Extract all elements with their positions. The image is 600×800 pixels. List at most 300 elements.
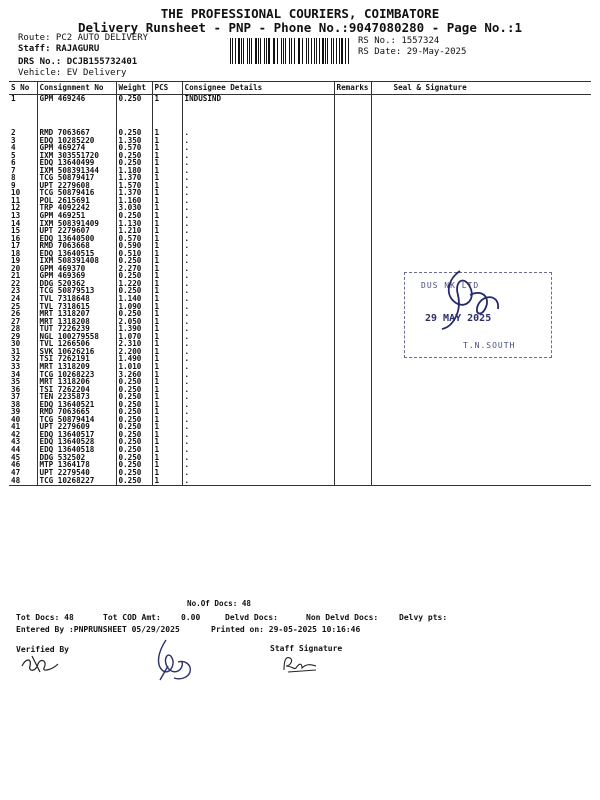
row-consignee: . — [182, 197, 334, 205]
row-pcs: 1 — [152, 235, 182, 243]
row-weight: 0.250 — [116, 257, 152, 265]
barcode-bar — [264, 38, 265, 64]
row-weight: 1.570 — [116, 182, 152, 190]
row-consignment-no: RMD 7063668 — [37, 242, 116, 250]
route-text: Route: PC2 AUTO DELIVERY — [18, 33, 149, 43]
row-consignee: . — [182, 303, 334, 311]
row-sno: 23 — [11, 287, 21, 296]
row-seal-signature — [371, 250, 591, 258]
row-seal-signature — [371, 423, 591, 431]
row-seal-signature — [371, 167, 591, 175]
row-consignee: . — [182, 340, 334, 348]
table-row — [9, 378, 591, 386]
row-weight: 0.250 — [116, 438, 152, 446]
row-seal-signature — [371, 227, 591, 235]
row-sno: 38 — [11, 400, 21, 409]
row-pcs: 1 — [152, 348, 182, 356]
row-consignment-no: UPT 2279540 — [37, 469, 116, 477]
row-sno: 37 — [11, 393, 21, 401]
table-row — [9, 129, 591, 137]
table-row — [9, 250, 591, 258]
no-of-docs: No.Of Docs: 48 — [187, 599, 252, 608]
row-remarks — [334, 95, 371, 130]
row-pcs: 1 — [152, 476, 182, 486]
row-consignment-no: GPM 469251 — [37, 212, 116, 220]
table-row — [9, 416, 591, 424]
row-remarks — [334, 431, 371, 439]
row-seal-signature — [371, 386, 591, 394]
row-pcs: 1 — [152, 220, 182, 228]
barcode-bar — [238, 38, 240, 64]
row-pcs: 1 — [152, 423, 182, 431]
drs-number: DRS No.: DCJB155732401 — [18, 57, 138, 67]
row-remarks — [334, 438, 371, 446]
row-sno: 45 — [11, 453, 21, 462]
tot-cod-value: 0.00 — [181, 613, 201, 622]
row-sno: 28 — [11, 325, 21, 333]
barcode-bar — [273, 38, 274, 64]
row-sno: 26 — [11, 310, 21, 318]
row-consignee: . — [182, 318, 334, 326]
row-consignment-no: DDG 532502 — [37, 454, 116, 462]
row-remarks — [334, 401, 371, 409]
verified-by-label: Verified By — [16, 645, 69, 654]
row-seal-signature — [371, 257, 591, 265]
row-seal-signature — [371, 408, 591, 416]
row-consignment-no: NGL 100279558 — [37, 333, 116, 341]
row-pcs: 1 — [152, 95, 182, 130]
table-header-row — [9, 82, 591, 95]
row-consignee: . — [182, 287, 334, 295]
table-row — [9, 212, 591, 220]
row-consignment-no: MRT 1318208 — [37, 318, 116, 326]
row-pcs: 1 — [152, 303, 182, 311]
row-remarks — [334, 303, 371, 311]
barcode-bar — [325, 38, 326, 64]
row-weight: 1.010 — [116, 363, 152, 371]
row-weight: 0.250 — [116, 393, 152, 401]
barcode-bar — [268, 38, 270, 64]
table-row — [9, 401, 591, 409]
table-row — [9, 189, 591, 197]
row-weight: 0.250 — [116, 152, 152, 160]
row-seal-signature — [371, 461, 591, 469]
row-pcs: 1 — [152, 227, 182, 235]
row-weight: 0.510 — [116, 250, 152, 258]
row-pcs: 1 — [152, 189, 182, 197]
row-pcs: 1 — [152, 137, 182, 145]
row-remarks — [334, 265, 371, 273]
row-pcs: 1 — [152, 182, 182, 190]
row-consignee: . — [182, 257, 334, 265]
table-row — [9, 446, 591, 454]
row-sno: 2 — [11, 129, 16, 137]
row-weight: 0.250 — [116, 129, 152, 137]
row-seal-signature — [371, 95, 591, 130]
row-weight: 1.210 — [116, 227, 152, 235]
row-consignee: . — [182, 393, 334, 401]
row-sno: 6 — [11, 159, 16, 167]
barcode-bar — [289, 38, 291, 64]
row-consignment-no: RMD 7063667 — [37, 129, 116, 137]
table-row — [9, 227, 591, 235]
row-sno: 36 — [11, 385, 21, 394]
row-sno: 43 — [11, 438, 21, 446]
table-row — [9, 220, 591, 228]
row-weight: 0.590 — [116, 242, 152, 250]
col-header-remarks: Remarks — [334, 82, 371, 95]
row-remarks — [334, 204, 371, 212]
barcode — [230, 38, 350, 64]
table-row — [9, 257, 591, 265]
row-weight: 0.570 — [116, 235, 152, 243]
row-sno: 29 — [11, 332, 21, 341]
barcode-bar — [255, 38, 257, 64]
row-consignment-no: GPM 469370 — [37, 265, 116, 273]
row-seal-signature — [371, 469, 591, 477]
row-remarks — [334, 167, 371, 175]
row-consignment-no: TVL 1266506 — [37, 340, 116, 348]
stamp-company-text: DUS NK LTD — [421, 281, 480, 290]
row-pcs: 1 — [152, 378, 182, 386]
barcode-bar — [316, 38, 317, 64]
barcode-bar — [308, 38, 309, 64]
barcode-bar — [348, 38, 349, 64]
delvd-docs: Delvd Docs: — [225, 613, 278, 622]
barcode-bar — [247, 38, 248, 64]
row-remarks — [334, 189, 371, 197]
row-remarks — [334, 408, 371, 416]
row-remarks — [334, 378, 371, 386]
row-pcs: 1 — [152, 393, 182, 401]
row-weight: 1.160 — [116, 197, 152, 205]
row-sno: 41 — [11, 423, 21, 431]
row-remarks — [334, 280, 371, 288]
row-remarks — [334, 242, 371, 250]
row-pcs: 1 — [152, 363, 182, 371]
row-seal-signature — [371, 446, 591, 454]
table-row — [9, 144, 591, 152]
barcode-bar — [251, 38, 252, 64]
row-seal-signature — [371, 197, 591, 205]
row-sno: 16 — [11, 234, 21, 243]
row-consignment-no: MRT 1318209 — [37, 363, 116, 371]
row-sno: 42 — [11, 430, 21, 439]
row-sno: 21 — [11, 272, 21, 280]
row-consignment-no: TSI 7262191 — [37, 355, 116, 363]
row-consignment-no: EDQ 13640500 — [37, 235, 116, 243]
row-consignment-no: IXM 303551720 — [37, 152, 116, 160]
row-sno: 39 — [11, 408, 21, 416]
row-remarks — [334, 159, 371, 167]
table-row — [9, 363, 591, 371]
row-consignee: . — [182, 144, 334, 152]
row-consignment-no: TCG 10268227 — [37, 476, 116, 486]
row-consignee: . — [182, 227, 334, 235]
row-consignee: INDUSIND — [182, 95, 334, 130]
row-consignment-no: GPM 469274 — [37, 144, 116, 152]
row-consignee: . — [182, 363, 334, 371]
row-weight: 1.220 — [116, 280, 152, 288]
table-row — [9, 167, 591, 175]
row-seal-signature — [371, 371, 591, 379]
row-remarks — [334, 446, 371, 454]
row-seal-signature — [371, 431, 591, 439]
row-seal-signature — [371, 235, 591, 243]
row-remarks — [334, 212, 371, 220]
table-row — [9, 137, 591, 145]
row-sno: 7 — [11, 166, 16, 175]
row-sno: 4 — [11, 144, 16, 152]
row-sno: 44 — [11, 445, 21, 454]
row-remarks — [334, 310, 371, 318]
row-sno: 40 — [11, 415, 21, 424]
row-consignee: . — [182, 371, 334, 379]
row-remarks — [334, 333, 371, 341]
row-pcs: 1 — [152, 416, 182, 424]
row-consignment-no: TCG 50879416 — [37, 189, 116, 197]
row-remarks — [334, 287, 371, 295]
row-weight: 2.270 — [116, 265, 152, 273]
row-consignee: . — [182, 446, 334, 454]
col-header-seal: Seal & Signature — [371, 82, 591, 95]
row-consignment-no: IXM 508391344 — [37, 167, 116, 175]
row-weight: 1.350 — [116, 137, 152, 145]
row-pcs: 1 — [152, 310, 182, 318]
printed-on: Printed on: 29-05-2025 10:16:46 — [211, 625, 361, 634]
row-sno: 47 — [11, 468, 21, 477]
row-consignment-no: EDQ 13640499 — [37, 159, 116, 167]
tot-cod-label: Tot COD Amt: — [103, 613, 161, 622]
row-remarks — [334, 220, 371, 228]
row-seal-signature — [371, 204, 591, 212]
row-weight: 1.370 — [116, 189, 152, 197]
row-pcs: 1 — [152, 355, 182, 363]
row-consignment-no: POL 2615691 — [37, 197, 116, 205]
barcode-bar — [291, 38, 292, 64]
row-weight: 1.090 — [116, 303, 152, 311]
row-remarks — [334, 476, 371, 486]
table-row — [9, 461, 591, 469]
row-pcs: 1 — [152, 408, 182, 416]
row-weight: 2.050 — [116, 318, 152, 326]
row-sno: 31 — [11, 347, 21, 356]
row-pcs: 1 — [152, 250, 182, 258]
barcode-bar — [336, 38, 337, 64]
row-remarks — [334, 386, 371, 394]
non-delvd-docs: Non Delvd Docs: — [306, 613, 379, 622]
row-seal-signature — [371, 220, 591, 228]
row-weight: 0.250 — [116, 423, 152, 431]
row-remarks — [334, 250, 371, 258]
row-seal-signature — [371, 137, 591, 145]
row-weight: 0.250 — [116, 401, 152, 409]
barcode-bar — [341, 38, 343, 64]
row-weight: 0.250 — [116, 386, 152, 394]
row-pcs: 1 — [152, 167, 182, 175]
row-consignee: . — [182, 295, 334, 303]
row-weight: 1.140 — [116, 295, 152, 303]
table-row — [9, 242, 591, 250]
verifier-signature — [18, 652, 68, 676]
barcode-bar — [277, 38, 278, 64]
row-consignment-no: MRT 1318207 — [37, 310, 116, 318]
table-row — [9, 476, 591, 486]
row-remarks — [334, 318, 371, 326]
staff-text: Staff: RAJAGURU — [18, 44, 100, 54]
row-remarks — [334, 371, 371, 379]
row-seal-signature — [371, 174, 591, 182]
row-consignment-no: IXM 508391409 — [37, 220, 116, 228]
row-consignee: . — [182, 204, 334, 212]
row-remarks — [334, 295, 371, 303]
row-consignee: . — [182, 152, 334, 160]
company-title: THE PROFESSIONAL COURIERS, COIMBATORE — [160, 6, 440, 21]
row-sno: 5 — [11, 151, 16, 160]
staff-signature-label: Staff Signature — [270, 644, 343, 653]
row-weight: 0.250 — [116, 310, 152, 318]
table-row — [9, 204, 591, 212]
table-row — [9, 454, 591, 462]
row-weight: 0.250 — [116, 272, 152, 280]
row-sno: 11 — [11, 196, 21, 205]
row-pcs: 1 — [152, 461, 182, 469]
row-remarks — [334, 152, 371, 160]
col-header-consignee: Consignee Details — [182, 82, 334, 95]
row-consignee: . — [182, 401, 334, 409]
row-consignment-no: UPT 2279608 — [37, 182, 116, 190]
row-pcs: 1 — [152, 242, 182, 250]
table-row — [9, 95, 591, 130]
row-remarks — [334, 272, 371, 280]
row-sno: 24 — [11, 295, 21, 303]
row-weight: 1.390 — [116, 325, 152, 333]
row-sno: 22 — [11, 279, 21, 288]
row-consignment-no: EDQ 13640515 — [37, 250, 116, 258]
table-row — [9, 469, 591, 477]
row-seal-signature — [371, 144, 591, 152]
row-consignee: . — [182, 159, 334, 167]
rs-number: RS No.: 1557324 — [358, 36, 440, 46]
barcode-bar — [298, 38, 299, 64]
entered-by: Entered By :PNPRUNSHEET 05/29/2025 — [16, 625, 180, 634]
row-consignee: . — [182, 280, 334, 288]
table-row — [9, 159, 591, 167]
row-consignee: . — [182, 137, 334, 145]
row-remarks — [334, 227, 371, 235]
staff-signature — [280, 652, 320, 674]
row-consignee: . — [182, 174, 334, 182]
row-seal-signature — [371, 363, 591, 371]
row-consignee: . — [182, 272, 334, 280]
row-weight: 2.310 — [116, 340, 152, 348]
row-consignee: . — [182, 265, 334, 273]
table-row — [9, 431, 591, 439]
barcode-bar — [283, 38, 284, 64]
stamp-region-text: T.N.SOUTH — [463, 341, 516, 350]
row-pcs: 1 — [152, 129, 182, 137]
row-consignment-no: SVK 10626216 — [37, 348, 116, 356]
row-sno: 19 — [11, 257, 21, 265]
row-sno: 1 — [11, 94, 16, 103]
barcode-bar — [294, 38, 295, 64]
rs-date: RS Date: 29-May-2025 — [358, 47, 467, 57]
row-sno: 46 — [11, 461, 21, 469]
row-remarks — [334, 197, 371, 205]
row-pcs: 1 — [152, 174, 182, 182]
row-weight: 0.570 — [116, 144, 152, 152]
barcode-bar — [302, 38, 304, 64]
row-remarks — [334, 416, 371, 424]
row-remarks — [334, 340, 371, 348]
row-seal-signature — [371, 152, 591, 160]
row-consignment-no: IXM 508391408 — [37, 257, 116, 265]
row-consignment-no: TEN 2235873 — [37, 393, 116, 401]
barcode-bar — [311, 38, 312, 64]
row-remarks — [334, 469, 371, 477]
col-header-sno: S No — [9, 82, 37, 95]
row-consignment-no: TCG 50879414 — [37, 416, 116, 424]
row-consignee: . — [182, 454, 334, 462]
row-weight: 0.250 — [116, 212, 152, 220]
row-sno: 32 — [11, 355, 21, 363]
barcode-bar — [260, 38, 261, 64]
row-weight: 1.070 — [116, 333, 152, 341]
barcode-bar — [241, 38, 242, 64]
row-consignment-no: MRT 1318206 — [37, 378, 116, 386]
table-row — [9, 408, 591, 416]
row-weight: 2.200 — [116, 348, 152, 356]
col-header-weight: Weight — [116, 82, 152, 95]
row-sno: 14 — [11, 219, 21, 228]
row-remarks — [334, 355, 371, 363]
row-pcs: 1 — [152, 446, 182, 454]
row-consignment-no: GPM 469246 — [37, 95, 116, 130]
row-consignee: . — [182, 325, 334, 333]
row-pcs: 1 — [152, 287, 182, 295]
row-pcs: 1 — [152, 469, 182, 477]
row-consignment-no: TCG 50879513 — [37, 287, 116, 295]
row-consignee: . — [182, 408, 334, 416]
barcode-bar — [333, 38, 334, 64]
barcode-bar — [327, 38, 328, 64]
row-pcs: 1 — [152, 333, 182, 341]
row-consignee: . — [182, 423, 334, 431]
row-weight: 0.250 — [116, 378, 152, 386]
col-header-pcs: PCS — [152, 82, 182, 95]
checker-signature — [148, 636, 198, 686]
row-consignment-no: UPT 2279609 — [37, 423, 116, 431]
row-seal-signature — [371, 129, 591, 137]
row-weight: 1.370 — [116, 174, 152, 182]
row-sno: 8 — [11, 174, 16, 182]
row-consignee: . — [182, 212, 334, 220]
row-pcs: 1 — [152, 212, 182, 220]
row-remarks — [334, 235, 371, 243]
row-weight: 0.250 — [116, 287, 152, 295]
row-seal-signature — [371, 182, 591, 190]
row-pcs: 1 — [152, 318, 182, 326]
row-consignee: . — [182, 348, 334, 356]
row-sno: 48 — [9, 476, 37, 486]
row-seal-signature — [371, 401, 591, 409]
barcode-bar — [306, 38, 307, 64]
row-weight: 0.250 — [116, 408, 152, 416]
table-row — [9, 197, 591, 205]
row-sno: 27 — [11, 317, 21, 326]
table-row — [9, 371, 591, 379]
table-row — [9, 235, 591, 243]
